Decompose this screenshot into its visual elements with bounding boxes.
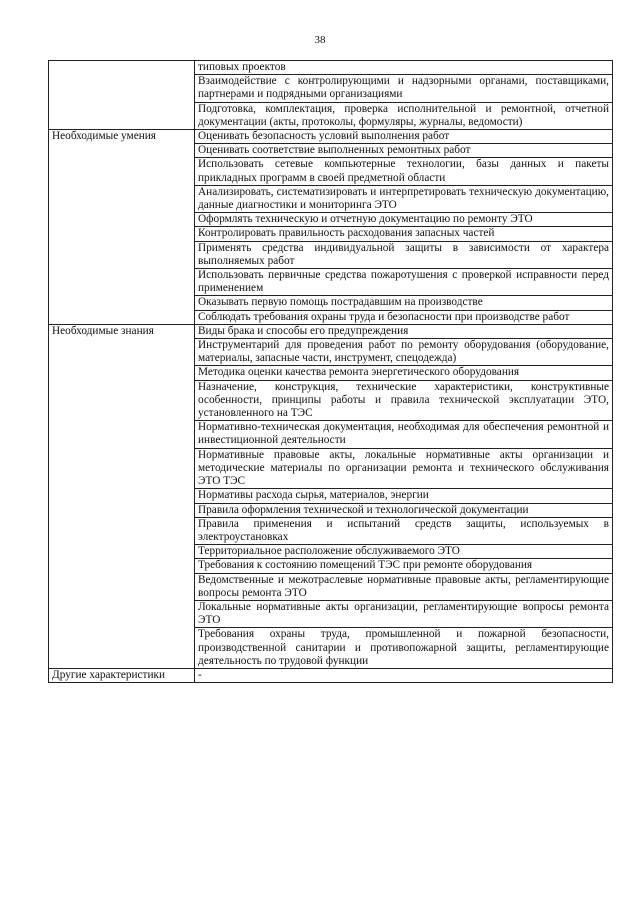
requirement-item: Нормативные правовые акты, локальные нормативные акты организации и методические материалы по организации ремонта и технического обслуживания ЭТО ТЭС — [195, 448, 613, 489]
requirement-item: Локальные нормативные акты организации, регламентирующие вопросы ремонта ЭТО — [195, 600, 613, 627]
requirement-item: Использовать первичные средства пожаротушения с проверкой исправности перед применением — [195, 269, 613, 296]
requirement-item: Требования к состоянию помещений ТЭС при ремонте оборудования — [195, 559, 613, 573]
requirement-item: Требования охраны труда, промышленной и пожарной безопасности, производственной санитарии и противопожарной защиты, регламентирующие деятельность по трудовой функции — [195, 628, 613, 669]
requirement-item: Оценивать безопасность условий выполнения работ — [195, 130, 613, 144]
requirement-item: Применять средства индивидуальной защиты в зависимости от характера выполняемых работ — [195, 241, 613, 268]
requirement-item: Инструментарий для проведения работ по ремонту оборудования (оборудование, материалы, запасные части, инструмент, спецодежда) — [195, 339, 613, 366]
section-label: Необходимые умения — [49, 130, 195, 325]
section-label — [49, 61, 195, 130]
table-row — [49, 668, 613, 682]
requirement-item: Оформлять техническую и отчетную документацию по ремонту ЭТО — [195, 213, 613, 227]
requirement-item: Анализировать, систематизировать и интерпретировать техническую документацию, данные диагностики и мониторинга ЭТО — [195, 185, 613, 212]
requirement-item: Виды брака и способы его предупреждения — [195, 324, 613, 338]
section-label: Другие характеристики — [49, 668, 195, 682]
requirement-item: Соблюдать требования охраны труда и безопасности при производстве работ — [195, 310, 613, 324]
requirement-item: Ведомственные и межотраслевые нормативные правовые акты, регламентирующие вопросы ремонта ЭТО — [195, 573, 613, 600]
requirement-item: Правила применения и испытаний средств защиты, используемых в электроустановках — [195, 517, 613, 544]
requirement-item: Подготовка, комплектация, проверка исполнительной и ремонтной, отчетной документации (акты, протоколы, формуляры, журналы, ведомости) — [195, 102, 613, 129]
requirement-item: - — [195, 668, 613, 682]
section-label: Необходимые знания — [49, 324, 195, 668]
table-row — [49, 61, 613, 75]
requirement-item: Правила оформления технической и технологической документации — [195, 503, 613, 517]
requirements-table-body — [49, 61, 613, 683]
requirement-item: Территориальное расположение обслуживаемого ЭТО — [195, 545, 613, 559]
requirement-item: Методика оценки качества ремонта энергетического оборудования — [195, 366, 613, 380]
requirement-item: типовых проектов — [195, 61, 613, 75]
requirement-item: Использовать сетевые компьютерные технологии, базы данных и пакеты прикладных программ в своей предметной области — [195, 158, 613, 185]
table-row — [49, 130, 613, 144]
requirement-item: Нормативно-техническая документация, необходимая для обеспечения ремонтной и инвестиционной деятельности — [195, 421, 613, 448]
requirement-item: Назначение, конструкция, технические характеристики, конструктивные особенности, принципы работы и правила технической эксплуатации ЭТО, установленного на ТЭС — [195, 380, 613, 421]
requirement-item: Оказывать первую помощь пострадавшим на производстве — [195, 296, 613, 310]
page-number: 38 — [314, 34, 326, 46]
table-row — [49, 324, 613, 338]
requirement-item: Контролировать правильность расходования запасных частей — [195, 227, 613, 241]
requirements-table — [48, 60, 613, 683]
requirement-item: Оценивать соответствие выполненных ремонтных работ — [195, 144, 613, 158]
requirement-item: Взаимодействие с контролирующими и надзорными органами, поставщиками, партнерами и подрядными организациями — [195, 75, 613, 102]
requirement-item: Нормативы расхода сырья, материалов, энергии — [195, 489, 613, 503]
